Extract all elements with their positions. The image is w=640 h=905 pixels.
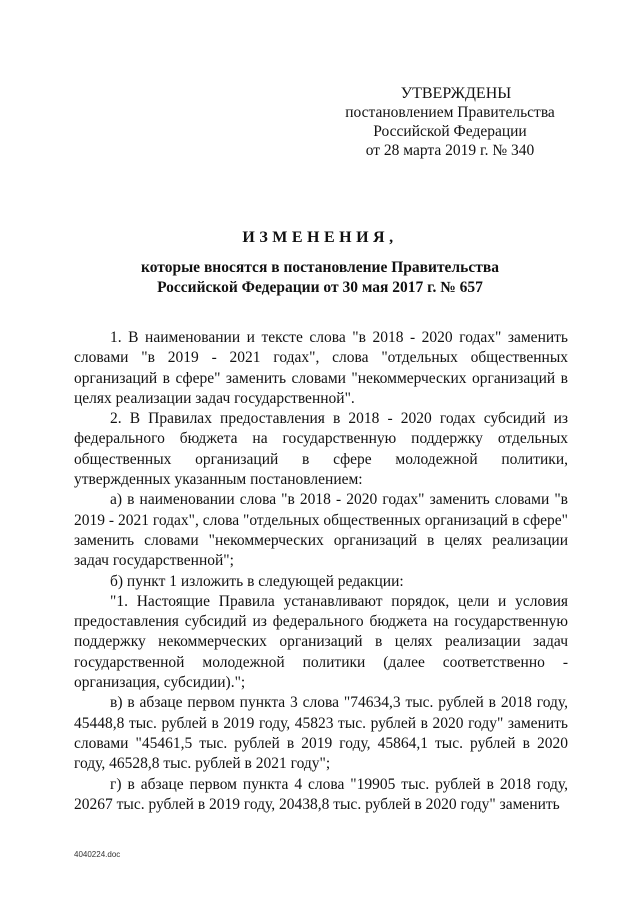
approval-block [330, 84, 570, 160]
paragraph: в) в абзаце первом пункта 3 слова "74634,3 тыс. рублей в 2018 году, 45448,8 тыс. рублей в 2019 году, 45823 тыс. рублей в 2020 году" заменить словами "45461,5 тыс. рублей в 2019 году, 45864,1 тыс. рублей в 2020 году, 46528,8 тыс. рублей в 2021 году"; [74, 694, 568, 773]
paragraph: г) в абзаце первом пункта 4 слова "19905 тыс. рублей в 2018 году, 20267 тыс. рублей в 2019 году, 20438,8 тыс. рублей в 2020 году" заменить [74, 775, 568, 813]
approval-decree-line: постановлением Правительства [345, 104, 555, 121]
approval-heading: УТВЕРЖДЕНЫ [400, 85, 512, 102]
paragraph: 1. В наименовании и тексте слова "в 2018 - 2020 годах" заменить словами "в 2019 - 2021 годах", слова "отдельных общественных организаций в сфере" заменить словами "некоммерческих организаций в целях реализации задач государственной". [74, 329, 568, 407]
file-reference: 4040224.doc [74, 850, 121, 859]
paragraph: б) пункт 1 изложить в следующей редакции: [110, 572, 404, 590]
subtitle-line-2: Российской Федерации от 30 мая 2017 г. № 657 [157, 279, 483, 296]
approval-government-line: Российской Федерации [373, 123, 527, 140]
paragraph: а) в наименовании слова "в 2018 - 2020 годах" заменить словами "в 2019 - 2021 годах", слова "отдельных общественных организаций в сфере" заменить словами "некоммерческих организаций в целях реализации задач государственной"; [74, 491, 568, 570]
document-title: ИЗМЕНЕНИЯ, [242, 229, 398, 246]
subtitle-line-1: которые вносятся в постановление Правительства [141, 259, 499, 276]
document-subtitle [70, 258, 570, 298]
document-body [74, 328, 568, 815]
paragraph: "1. Настоящие Правила устанавливают порядок, цели и условия предоставления субсидий из федерального бюджета на государственную поддержку некоммерческих организаций в целях реализации задач государственной молодежной политики (далее соответственно - организация, субсидии)."; [74, 592, 568, 692]
paragraph: 2. В Правилах предоставления в 2018 - 2020 годах субсидий из федерального бюджета на государственную поддержку отдельных общественных организаций в сфере молодежной политики, утвержденных указанным постановлением: [74, 410, 568, 489]
approval-date-number: от 28 марта 2019 г. № 340 [365, 142, 535, 159]
